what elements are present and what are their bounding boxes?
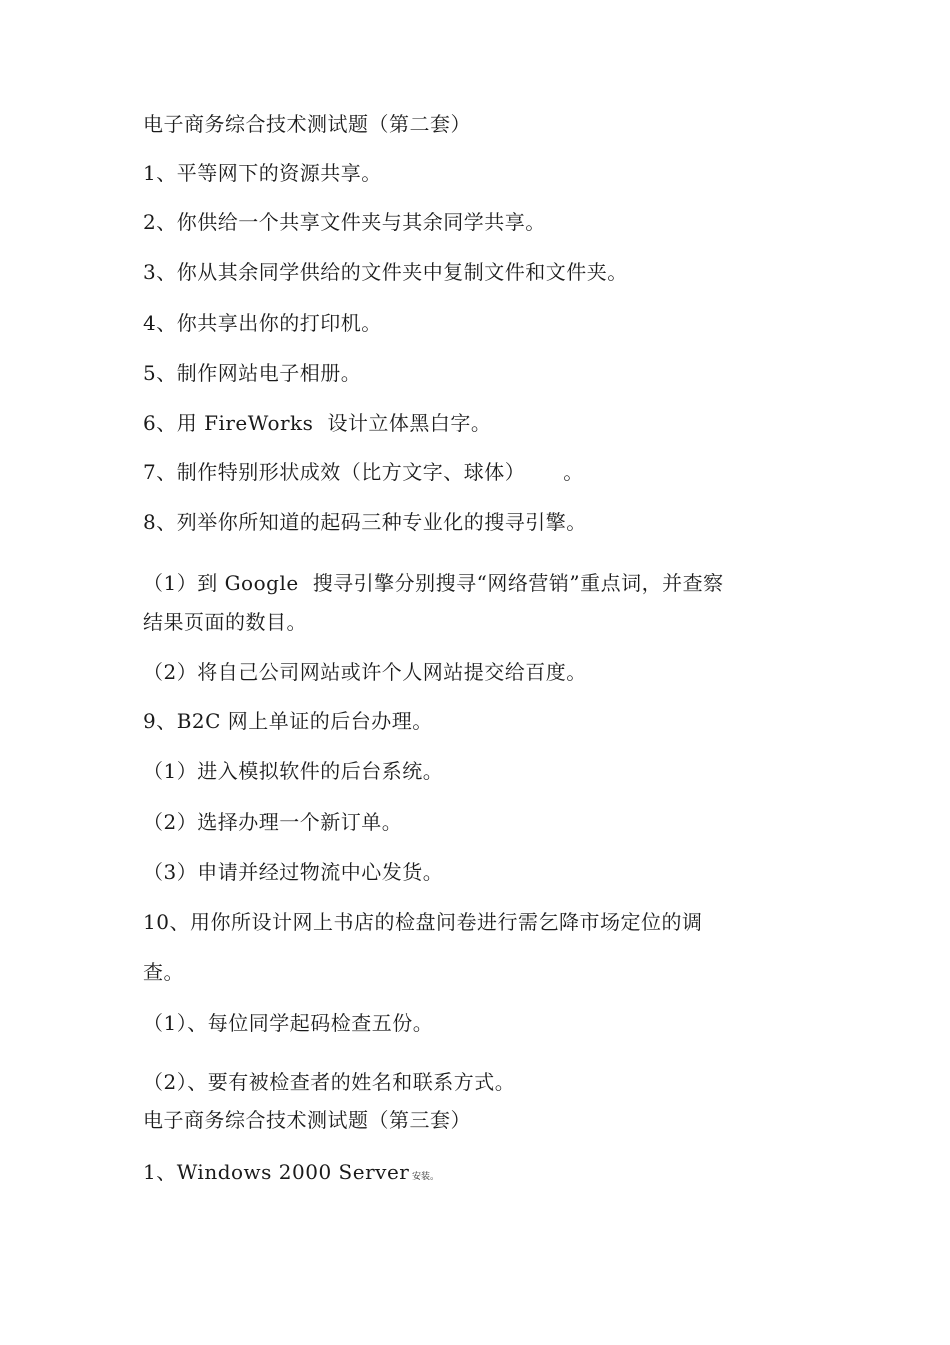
list-item-part: 。 bbox=[563, 460, 584, 484]
list-item: 5、制作网站电子相册。 bbox=[143, 361, 362, 385]
list-item-suffix: 安装。 bbox=[412, 1172, 440, 1182]
list-item: 1、平等网下的资源共享。 bbox=[143, 161, 382, 185]
list-item-part: 6、用 FireWorks bbox=[143, 411, 314, 435]
list-item: 3、你从其余同学供给的文件夹中复制文件和文件夹。 bbox=[143, 260, 628, 284]
list-item: 2、你供给一个共享文件夹与其余同学共享。 bbox=[143, 210, 546, 234]
list-item: （2）将自己公司网站或许个人网站提交给百度。 bbox=[143, 660, 587, 684]
section-title-2: 电子商务综合技术测试题（第二套） bbox=[143, 112, 471, 136]
list-item: （2）选择办理一个新订单。 bbox=[143, 810, 403, 834]
list-item bbox=[143, 571, 724, 595]
list-item: 10、用你所设计网上书店的检盘问卷进行需乞降市场定位的调 bbox=[143, 910, 703, 934]
list-item: （1）进入模拟软件的后台系统。 bbox=[143, 759, 444, 783]
list-item: 1、Windows 2000 Server bbox=[143, 1160, 410, 1184]
list-item: 4、你共享出你的打印机。 bbox=[143, 311, 382, 335]
list-item bbox=[143, 460, 584, 484]
section-title-3: 电子商务综合技术测试题（第三套） bbox=[143, 1108, 471, 1132]
list-item-part: 搜寻引擎分别搜寻“网络营销”重点词，并查察 bbox=[312, 571, 724, 595]
list-item bbox=[143, 411, 491, 435]
list-item-part: 设计立体黑白字。 bbox=[327, 411, 492, 435]
list-item: 查。 bbox=[143, 960, 184, 984]
list-item: 9、B2C 网上单证的后台办理。 bbox=[143, 709, 433, 733]
list-item: （2）、要有被检查者的姓名和联系方式。 bbox=[143, 1070, 516, 1094]
list-item-part: （1）到 Google bbox=[143, 571, 299, 595]
list-item: （1）、每位同学起码检查五份。 bbox=[143, 1011, 434, 1035]
list-item-part: 7、制作特别形状成效（比方文字、球体） bbox=[143, 460, 526, 484]
list-item: 8、列举你所知道的起码三种专业化的搜寻引擎。 bbox=[143, 510, 587, 534]
list-item: 结果页面的数目。 bbox=[143, 610, 307, 634]
list-item: （3）申请并经过物流中心发货。 bbox=[143, 860, 444, 884]
